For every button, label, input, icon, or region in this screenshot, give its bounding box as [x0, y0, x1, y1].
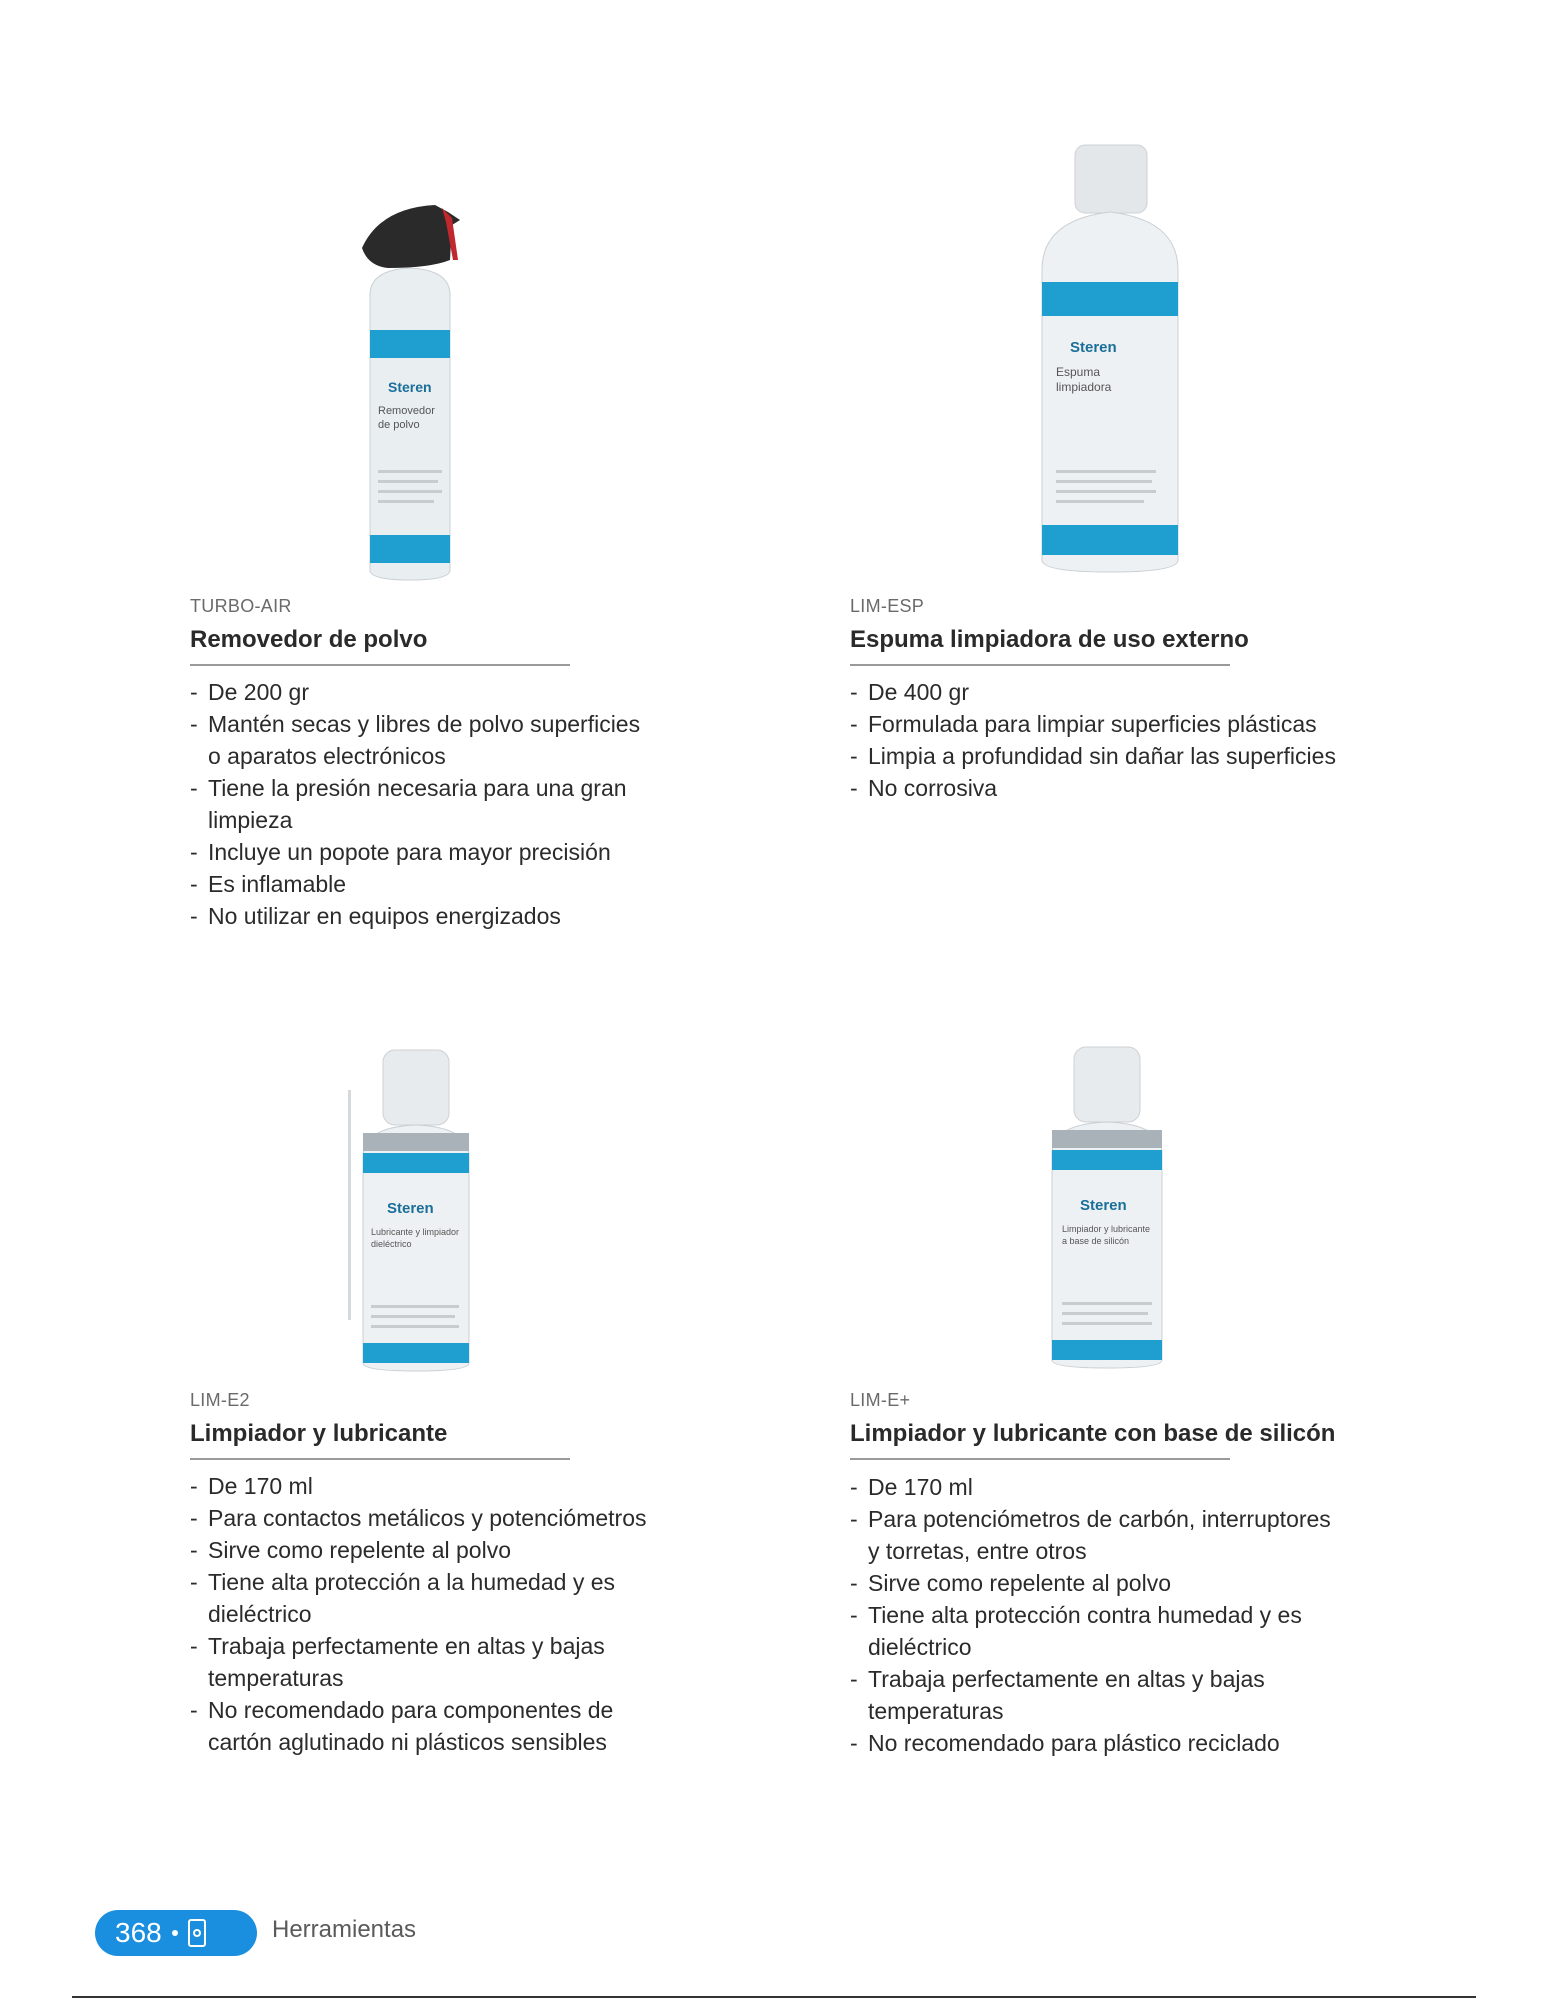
can-label-line2: de polvo — [378, 419, 420, 431]
section-name: Herramientas — [272, 1916, 417, 1943]
feature-item: - No utilizar en equipos energizados — [190, 900, 710, 932]
can-label-line1: Removedor — [378, 405, 435, 417]
product-image-lim-esp — [1030, 140, 1190, 580]
product-code: LIM-ESP — [850, 596, 925, 616]
footer-divider — [72, 1996, 1476, 1998]
feature-item: - No corrosiva — [850, 772, 1410, 804]
can-label-line2: dieléctrico — [371, 1239, 412, 1249]
product-code: LIM-E+ — [850, 1390, 911, 1410]
product-code: LIM-E2 — [190, 1390, 250, 1410]
feature-item: - Trabaja perfectamente en altas y bajas temperaturas — [850, 1663, 1410, 1727]
feature-item: - Trabaja perfectamente en altas y bajas temperaturas — [190, 1630, 750, 1694]
feature-item: - De 170 ml — [850, 1471, 1410, 1503]
page-number: 368 — [115, 1917, 162, 1948]
can-brand: Steren — [1070, 339, 1117, 356]
feature-item: - Mantén secas y libres de polvo superficies o aparatos electrónicos — [190, 708, 710, 772]
feature-item: - Tiene alta protección a la humedad y es dieléctrico — [190, 1566, 750, 1630]
feature-item: - Formulada para limpiar superficies plásticas — [850, 708, 1410, 740]
feature-item: - No recomendado para componentes de cartón aglutinado ni plásticos sensibles — [190, 1694, 750, 1758]
product-code: TURBO-AIR — [190, 596, 292, 616]
title-divider — [190, 1458, 570, 1460]
product-title: Removedor de polvo — [190, 626, 428, 653]
feature-item: - De 170 ml — [190, 1470, 750, 1502]
feature-item: - Tiene alta protección contra humedad y es dieléctrico — [850, 1599, 1410, 1663]
title-divider — [190, 664, 570, 666]
feature-item: - No recomendado para plástico reciclado — [850, 1727, 1410, 1759]
feature-list — [190, 676, 710, 932]
feature-item: - Limpia a profundidad sin dañar las superficies — [850, 740, 1410, 772]
can-label-line1: Lubricante y limpiador — [371, 1227, 460, 1237]
can-brand: Steren — [1080, 1197, 1127, 1214]
feature-item: - Sirve como repelente al polvo — [850, 1567, 1410, 1599]
can-brand: Steren — [387, 1200, 434, 1217]
feature-item: - Sirve como repelente al polvo — [190, 1534, 750, 1566]
product-image-lim-e2 — [345, 1045, 485, 1375]
feature-item: - Es inflamable — [190, 868, 710, 900]
feature-list — [850, 676, 1410, 804]
feature-item: - Incluye un popote para mayor precisión — [190, 836, 710, 868]
product-title: Espuma limpiadora de uso externo — [850, 626, 1249, 653]
title-divider — [850, 664, 1230, 666]
feature-item: - Para contactos metálicos y potenciómetros — [190, 1502, 750, 1534]
feature-item: - Para potenciómetros de carbón, interruptores y torretas, entre otros — [850, 1503, 1410, 1567]
can-label-line2: a base de silicón — [1062, 1236, 1130, 1246]
can-label-line2: limpiadora — [1056, 380, 1112, 394]
separator-dot — [172, 1930, 178, 1936]
feature-list — [190, 1470, 750, 1758]
product-image-lim-e-plus — [1040, 1042, 1180, 1372]
product-title: Limpiador y lubricante — [190, 1420, 448, 1447]
can-label-line1: Espuma — [1056, 365, 1101, 379]
feature-item: - De 200 gr — [190, 676, 710, 708]
can-label-line1: Limpiador y lubricante — [1062, 1224, 1151, 1234]
feature-list — [850, 1471, 1410, 1759]
title-divider — [850, 1458, 1230, 1460]
feature-item: - De 400 gr — [850, 676, 1410, 708]
feature-item: - Tiene la presión necesaria para una gran limpieza — [190, 772, 710, 836]
tool-icon — [188, 1919, 206, 1947]
page-number-badge — [95, 1910, 257, 1956]
product-title: Limpiador y lubricante con base de silicón — [850, 1420, 1336, 1447]
can-brand: Steren — [388, 379, 432, 395]
product-image-turbo-air — [340, 200, 480, 585]
